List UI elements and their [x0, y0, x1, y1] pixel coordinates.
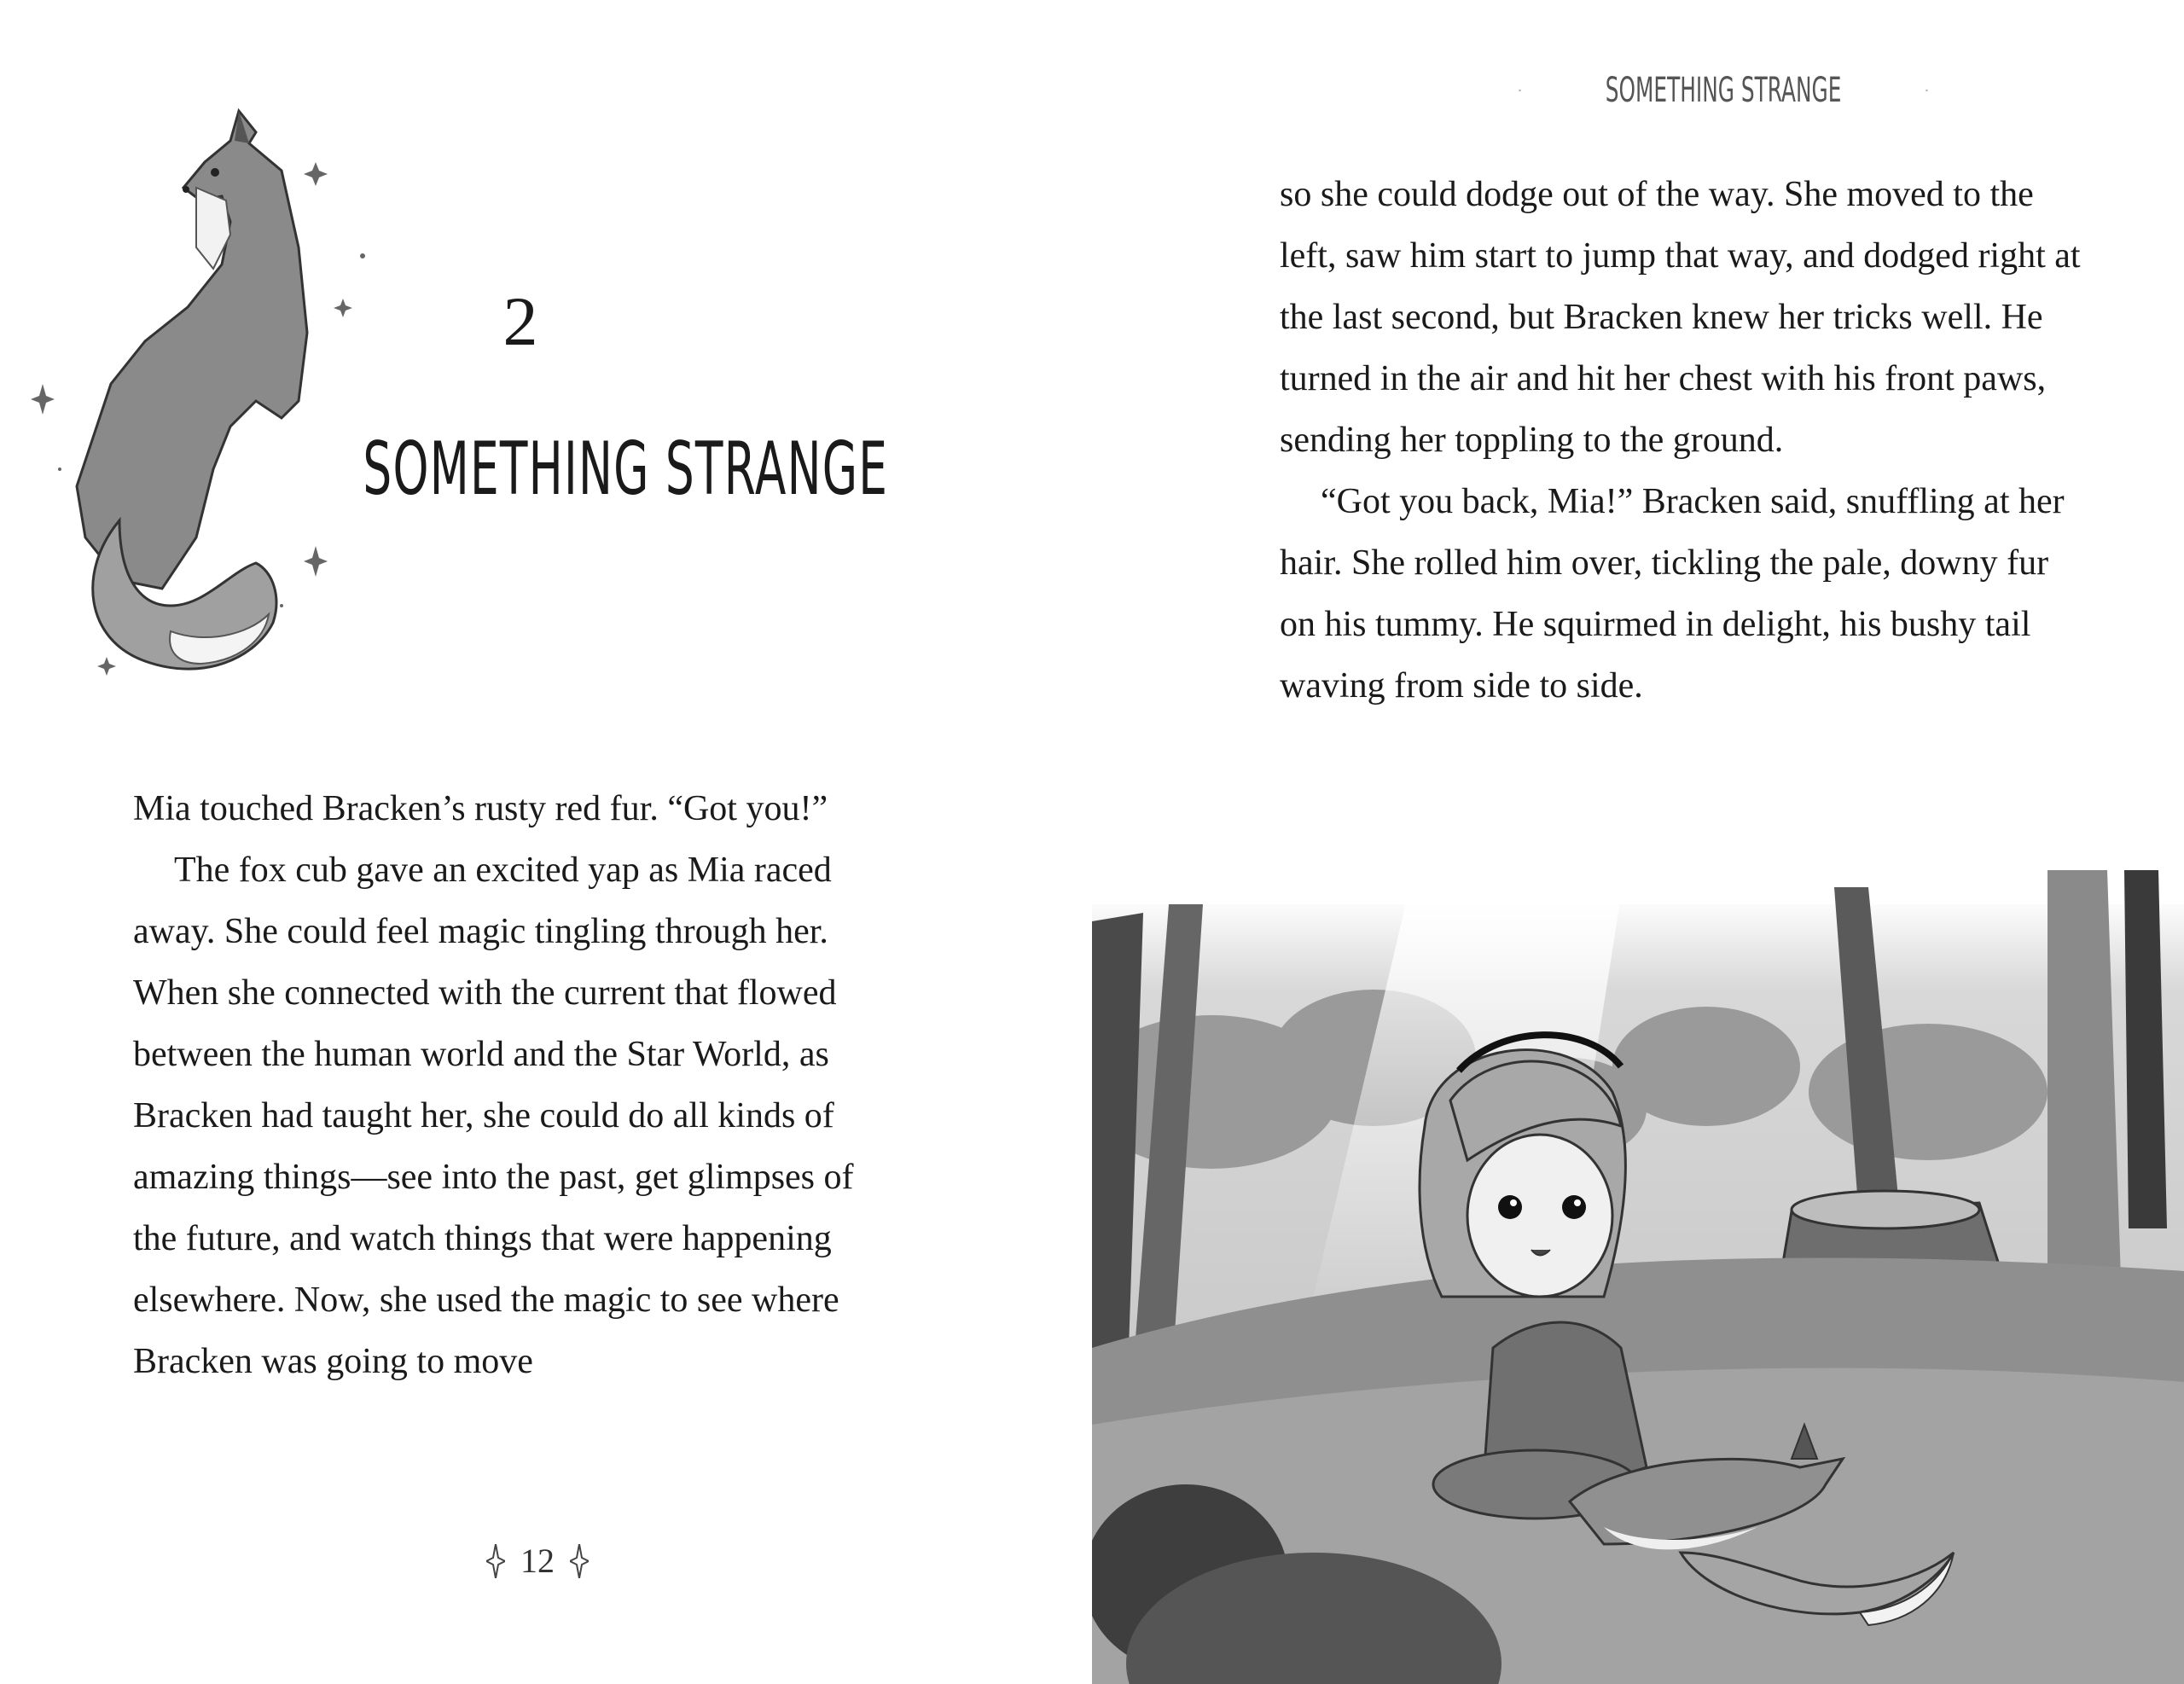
running-head-text: SOMETHING STRANGE: [1605, 71, 1842, 110]
paragraph: Mia touched Bracken’s rusty red fur. “Got you!”: [133, 789, 828, 828]
left-body-text: [133, 778, 901, 1392]
sparkle-icon: [570, 1544, 589, 1578]
right-page: [1092, 0, 2184, 1684]
page-number: 12: [520, 1542, 555, 1580]
leaf-icon: [1926, 70, 1928, 111]
fox-sketch-icon: [26, 94, 384, 691]
running-head: [1519, 65, 1928, 116]
sparkle-icon: [486, 1544, 505, 1578]
paragraph: so she could dodge out of the way. She moved to the left, saw him start to jump that way, and dodged right at the last second, but Bracken knew her tricks well. He turned in the air and hit her chest with his front paws, sending her toppling to the ground.: [1280, 175, 2081, 460]
paragraph: The fox cub gave an excited yap as Mia raced away. She could feel magic tingling through her. When she connected with the current that flowed between the human world and the Star World, as Bracken had taught her, she could do all kinds of amazing things—see into the past, get glimpses of the future, and watch things that were happening elsewhere. Now, she used the magic to see where Bracken was going to move: [133, 851, 854, 1381]
right-body-text: [1280, 164, 2082, 717]
chapter-title: SOMETHING STRANGE: [363, 427, 889, 512]
girl-and-fox-forest-illustration: [1092, 870, 2184, 1684]
leaf-icon: [1519, 70, 1521, 111]
chapter-number: 2: [502, 282, 538, 360]
paragraph: “Got you back, Mia!” Bracken said, snuffling at her hair. She rolled him over, tickling the pale, downy fur on his tummy. He squirmed in delight, his bushy tail waving from side to side.: [1280, 482, 2065, 706]
page-footer: [452, 1541, 623, 1581]
